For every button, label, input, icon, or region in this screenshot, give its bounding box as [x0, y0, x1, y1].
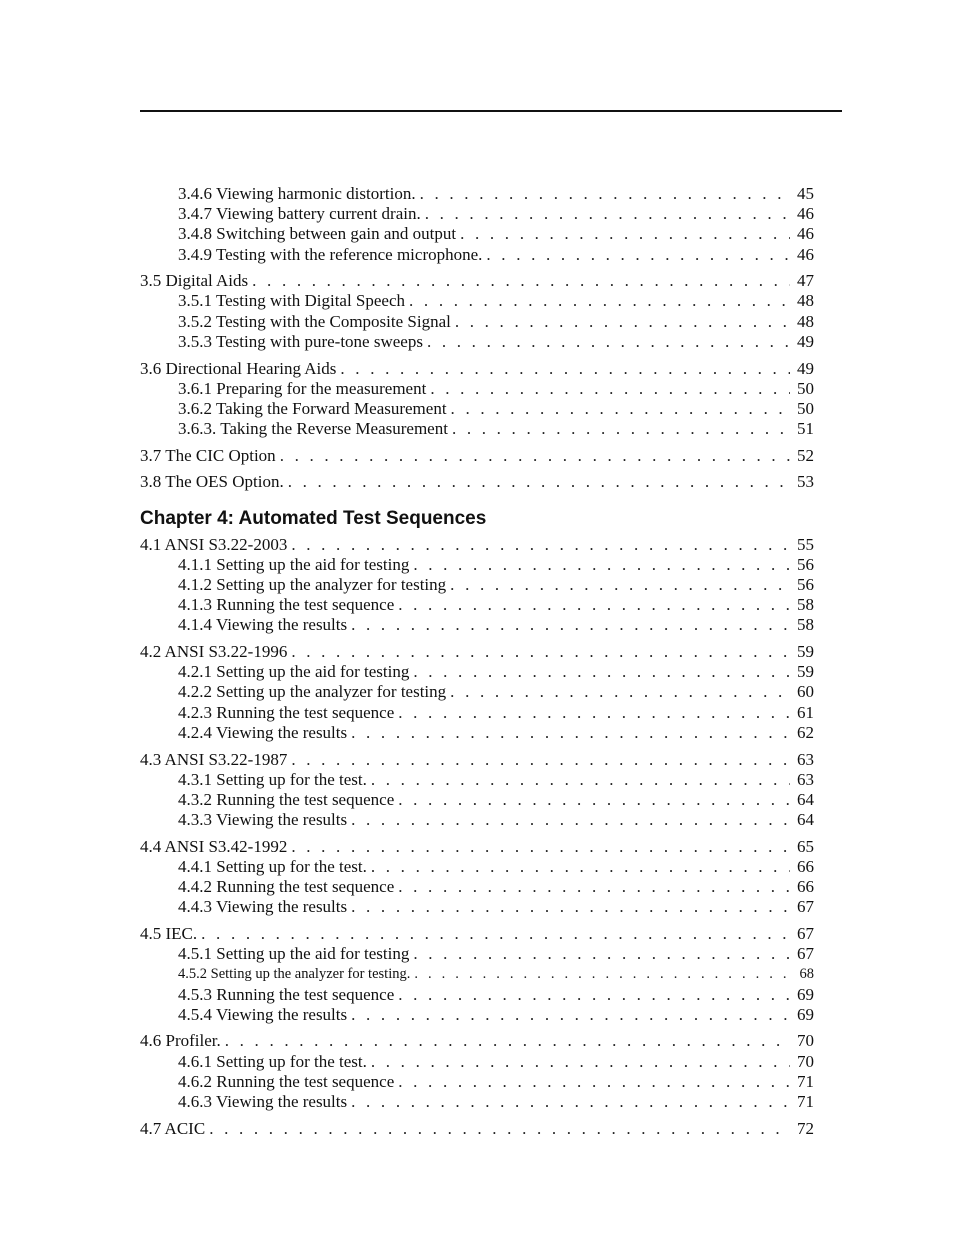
dot-leader: [351, 1005, 790, 1025]
toc-entry-page: 49: [797, 358, 814, 378]
dot-leader: [291, 642, 790, 662]
toc-entry-page: 71: [797, 1071, 814, 1091]
toc-entry[interactable]: [140, 575, 814, 595]
toc-entry-page: 66: [797, 877, 814, 897]
toc-entry-page: 55: [797, 534, 814, 554]
dot-leader: [371, 770, 790, 790]
dot-leader: [351, 723, 790, 743]
toc-entry[interactable]: [140, 750, 814, 770]
toc-entry[interactable]: [140, 595, 814, 615]
dot-leader: [340, 359, 790, 379]
toc-entry[interactable]: [140, 1072, 814, 1092]
toc-entry[interactable]: [140, 897, 814, 917]
toc-entry-page: 64: [797, 789, 814, 809]
toc-entry[interactable]: [140, 642, 814, 662]
toc-entry[interactable]: [140, 419, 814, 439]
toc-entry-page: 48: [797, 291, 814, 311]
toc-entry-title: 4.1.1 Setting up the aid for testing: [178, 554, 410, 574]
toc-entry-title: 4.4 ANSI S3.42-1992: [140, 836, 288, 856]
toc-entry[interactable]: [140, 1119, 814, 1139]
toc-entry-page: 70: [797, 1051, 814, 1071]
toc-entry-page: 67: [797, 924, 814, 943]
toc-entry-page: 65: [797, 836, 814, 856]
toc-entry[interactable]: [140, 535, 814, 555]
dot-leader: [451, 399, 790, 419]
dot-leader: [460, 224, 790, 244]
toc-entry-page: 56: [797, 575, 814, 594]
toc-entry-title: 4.3.3 Viewing the results: [178, 810, 348, 830]
toc-entry[interactable]: [140, 1092, 814, 1112]
toc-entry-title: 3.4.9 Testing with the reference microphone.: [178, 244, 483, 264]
toc-entry[interactable]: [140, 1031, 814, 1051]
dot-leader: [455, 312, 790, 332]
toc-entry-page: 53: [797, 472, 814, 492]
toc-entry-title: 4.6 Profiler.: [140, 1031, 221, 1051]
toc-entry-title: 4.4.2 Running the test sequence: [178, 877, 395, 897]
toc-entry-title: 3.4.7 Viewing battery current drain.: [178, 204, 421, 224]
chapter-heading: Chapter 4: Automated Test Sequences: [140, 507, 487, 529]
dot-leader: [351, 1092, 790, 1112]
toc-entry-page: 67: [797, 897, 814, 917]
toc-entry-title: 4.1 ANSI S3.22-2003: [140, 534, 288, 554]
toc-entry-title: 4.6.2 Running the test sequence: [178, 1071, 395, 1091]
toc-entry-title: 4.6.1 Setting up for the test.: [178, 1051, 367, 1071]
toc-entry-page: 63: [797, 769, 814, 789]
dot-leader: [225, 1031, 790, 1051]
toc-entry-page: 68: [799, 966, 814, 983]
toc-entry[interactable]: [140, 985, 814, 1005]
toc-entry-page: 50: [797, 398, 814, 418]
toc-entry[interactable]: [140, 790, 814, 810]
toc-entry-page: 69: [797, 984, 814, 1004]
dot-leader: [430, 379, 790, 399]
table-of-contents: [140, 184, 814, 1139]
toc-entry[interactable]: [140, 204, 814, 224]
toc-entry[interactable]: [140, 245, 814, 265]
dot-leader: [413, 555, 790, 575]
toc-entry[interactable]: [140, 379, 814, 399]
toc-entry-title: 4.4.3 Viewing the results: [178, 897, 348, 917]
toc-entry[interactable]: [140, 682, 814, 702]
toc-entry-title: 4.3 ANSI S3.22-1987: [140, 749, 288, 769]
toc-entry[interactable]: [140, 271, 814, 291]
toc-entry-title: 4.6.3 Viewing the results: [178, 1092, 348, 1111]
dot-leader: [450, 575, 790, 595]
toc-entry-title: 4.2.2 Setting up the analyzer for testing: [178, 682, 447, 702]
toc-entry[interactable]: [140, 703, 814, 723]
toc-entry-page: 62: [797, 722, 814, 742]
dot-leader: [371, 1052, 790, 1072]
toc-entry[interactable]: [140, 810, 814, 830]
toc-entry-page: 58: [797, 615, 814, 635]
toc-entry[interactable]: [140, 312, 814, 332]
toc-entry-page: 45: [797, 184, 814, 203]
dot-leader: [371, 857, 790, 877]
dot-leader: [398, 877, 790, 897]
toc-entry[interactable]: [140, 770, 814, 790]
toc-entry[interactable]: [140, 359, 814, 379]
toc-entry-page: 59: [797, 662, 814, 682]
toc-entry[interactable]: [140, 662, 814, 682]
toc-entry[interactable]: [140, 723, 814, 743]
toc-entry-page: 63: [797, 749, 814, 769]
toc-entry[interactable]: [140, 964, 814, 984]
toc-entry[interactable]: [140, 472, 814, 492]
toc-entry-title: 4.2 ANSI S3.22-1996: [140, 642, 288, 662]
toc-entry-page: 59: [797, 642, 814, 662]
toc-entry-page: 60: [797, 682, 814, 702]
toc-entry-page: 49: [797, 331, 814, 351]
dot-leader: [420, 184, 790, 204]
toc-entry-title: 4.3.1 Setting up for the test.: [178, 769, 367, 789]
dot-leader: [280, 446, 790, 466]
toc-entry[interactable]: [140, 224, 814, 244]
toc-entry-title: 4.7 ACIC: [140, 1118, 206, 1138]
toc-entry[interactable]: [140, 615, 814, 635]
dot-leader: [450, 682, 790, 702]
toc-entry[interactable]: [140, 291, 814, 311]
toc-entry-title: 4.2.4 Viewing the results: [178, 722, 348, 742]
dot-leader: [452, 419, 790, 439]
toc-entry-title: 4.5.2 Setting up the analyzer for testing.: [178, 966, 411, 983]
toc-entry-title: 3.6 Directional Hearing Aids: [140, 358, 337, 378]
toc-entry-title: 3.7 The CIC Option: [140, 445, 276, 465]
dot-leader: [398, 703, 790, 723]
dot-leader: [398, 985, 790, 1005]
toc-entry-title: 3.5 Digital Aids: [140, 271, 249, 291]
toc-entry-page: 46: [797, 244, 814, 264]
toc-entry-title: 4.1.3 Running the test sequence: [178, 595, 395, 615]
dot-leader: [409, 291, 790, 311]
dot-leader: [351, 897, 790, 917]
toc-entry[interactable]: [140, 1005, 814, 1025]
toc-entry-title: 3.8 The OES Option.: [140, 472, 284, 492]
toc-entry-title: 3.6.3. Taking the Reverse Measurement: [178, 419, 448, 439]
dot-leader: [398, 1072, 790, 1092]
dot-leader: [398, 595, 790, 615]
toc-entry-page: 56: [797, 554, 814, 574]
dot-leader: [414, 964, 790, 984]
dot-leader: [252, 271, 790, 291]
toc-entry-title: 3.6.1 Preparing for the measurement: [178, 378, 427, 398]
toc-entry-page: 47: [797, 271, 814, 291]
dot-leader: [288, 472, 790, 492]
toc-entry-title: 3.4.6 Viewing harmonic distortion.: [178, 184, 416, 203]
dot-leader: [413, 944, 790, 964]
toc-entry-page: 70: [797, 1031, 814, 1051]
dot-leader: [413, 662, 790, 682]
toc-entry-page: 61: [797, 702, 814, 722]
toc-entry-title: 4.5.3 Running the test sequence: [178, 984, 395, 1004]
toc-entry[interactable]: [140, 184, 814, 204]
toc-entry-title: 4.1.4 Viewing the results: [178, 615, 348, 635]
toc-entry-title: 3.4.8 Switching between gain and output: [178, 224, 457, 244]
dot-leader: [486, 245, 790, 265]
dot-leader: [291, 535, 790, 555]
toc-entry-title: 4.2.1 Setting up the aid for testing: [178, 662, 410, 682]
toc-entry-page: 52: [797, 445, 814, 465]
dot-leader: [351, 615, 790, 635]
toc-entry-title: 3.6.2 Taking the Forward Measurement: [178, 398, 447, 418]
toc-entry-page: 58: [797, 595, 814, 615]
toc-entry-title: 4.5.1 Setting up the aid for testing: [178, 944, 410, 964]
toc-entry-title: 4.3.2 Running the test sequence: [178, 789, 395, 809]
toc-entry[interactable]: [140, 837, 814, 857]
toc-entry-title: 3.5.2 Testing with the Composite Signal: [178, 311, 451, 331]
dot-leader: [291, 750, 790, 770]
toc-entry-title: 4.5 IEC.: [140, 924, 198, 943]
toc-entry-title: 4.5.4 Viewing the results: [178, 1004, 348, 1024]
toc-entry-page: 66: [797, 856, 814, 876]
toc-entry-page: 72: [797, 1118, 814, 1138]
toc-entry[interactable]: [140, 332, 814, 352]
toc-entry[interactable]: [140, 1052, 814, 1072]
header-rule: [140, 110, 842, 112]
toc-entry[interactable]: [140, 446, 814, 466]
toc-entry-page: 51: [797, 419, 814, 439]
toc-entry-title: 4.4.1 Setting up for the test.: [178, 856, 367, 876]
toc-entry-page: 46: [797, 204, 814, 224]
dot-leader: [291, 837, 790, 857]
toc-entry[interactable]: [140, 399, 814, 419]
toc-entry[interactable]: [140, 944, 814, 964]
toc-entry[interactable]: [140, 555, 814, 575]
toc-entry-page: 64: [797, 810, 814, 830]
dot-leader: [398, 790, 790, 810]
toc-entry-page: 46: [797, 224, 814, 244]
toc-entry-title: 4.2.3 Running the test sequence: [178, 702, 395, 722]
dot-leader: [351, 810, 790, 830]
dot-leader: [209, 1119, 790, 1139]
toc-entry-title: 4.1.2 Setting up the analyzer for testing: [178, 575, 447, 594]
dot-leader: [427, 332, 790, 352]
toc-entry[interactable]: [140, 857, 814, 877]
toc-entry-page: 50: [797, 378, 814, 398]
toc-entry-page: 71: [797, 1092, 814, 1111]
dot-leader: [425, 204, 790, 224]
toc-entry[interactable]: [140, 877, 814, 897]
toc-entry-title: 3.5.1 Testing with Digital Speech: [178, 291, 406, 311]
toc-entry-page: 69: [797, 1004, 814, 1024]
toc-entry-page: 48: [797, 311, 814, 331]
toc-entry-title: 3.5.3 Testing with pure-tone sweeps: [178, 331, 423, 351]
dot-leader: [201, 924, 790, 944]
toc-entry[interactable]: [140, 924, 814, 944]
toc-entry-page: 67: [797, 944, 814, 964]
